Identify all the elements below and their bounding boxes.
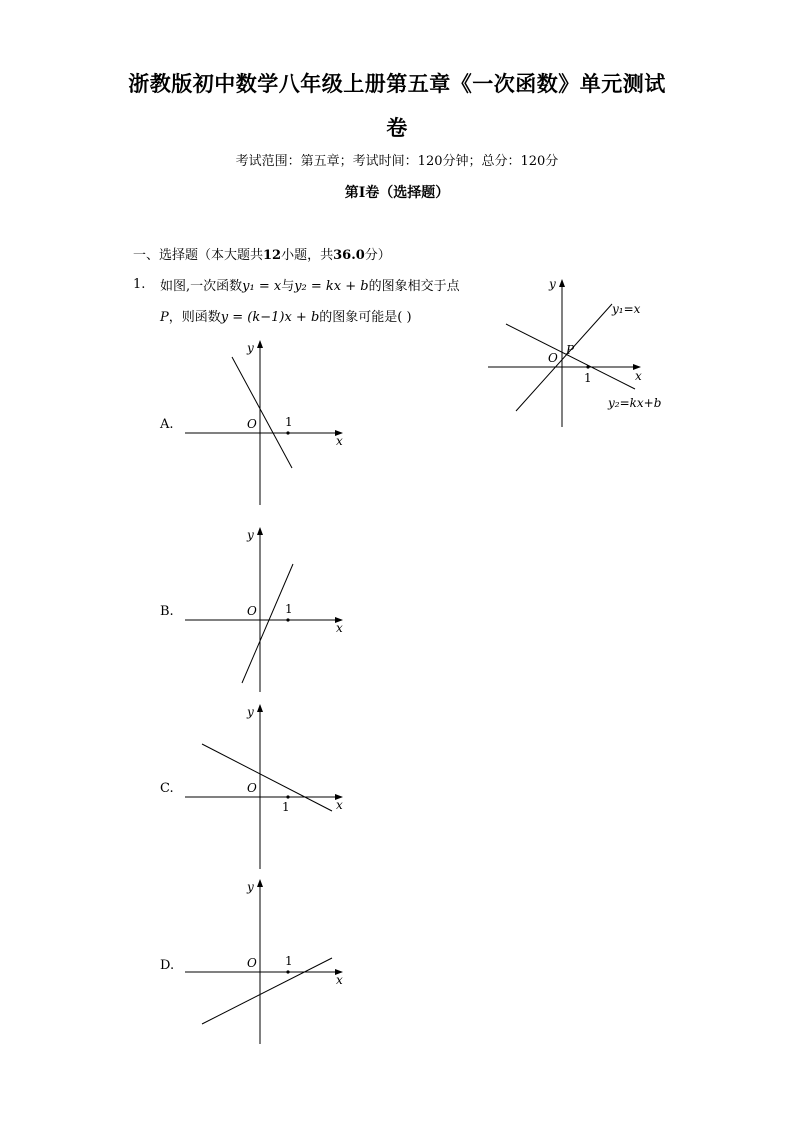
option-a-y-label: y (247, 341, 254, 355)
option-b-y-label: y (247, 528, 254, 542)
option-d-tick: 1 (285, 954, 293, 968)
option-d-graph[interactable] (180, 874, 350, 1049)
main-tick-label: 1 (584, 371, 592, 385)
section-heading (133, 244, 391, 263)
main-tick-dot (586, 365, 589, 368)
option-c-tick-dot (286, 795, 289, 798)
option-b-line (242, 564, 293, 683)
option-b-tick-dot (286, 618, 289, 621)
q1-eq-2: y₂ = kx + b (294, 279, 369, 294)
main-line1-label: y₁=x (612, 302, 641, 316)
q1-text-a: 如图,一次函数 (160, 279, 243, 294)
option-d-line (202, 958, 332, 1024)
q1-eq-3: y = (k−1)x + b (220, 310, 320, 325)
main-figure (480, 270, 670, 435)
option-a-x-label: x (336, 434, 343, 448)
main-line2-label: y₂=kx+b (608, 396, 662, 410)
option-d-y-label: y (247, 880, 254, 894)
option-b-label[interactable]: B. (160, 604, 174, 619)
option-a-graph[interactable] (180, 335, 350, 510)
option-a-tick-dot (286, 431, 289, 434)
section-count: 12 (263, 248, 282, 263)
question-line-1 (160, 275, 460, 294)
option-c-origin: O (247, 781, 257, 795)
q1-text-b: 与 (281, 279, 295, 294)
question-number: 1. (133, 277, 146, 292)
main-line-y1 (516, 304, 612, 411)
option-b-tick: 1 (285, 602, 293, 616)
option-a-tick: 1 (285, 415, 293, 429)
q1-text-e: 的图象可能是( ) (319, 310, 412, 325)
option-d-label[interactable]: D. (160, 958, 175, 973)
option-b-x-label: x (336, 621, 343, 635)
option-d-tick-dot (286, 970, 289, 973)
main-point-p-label: P (566, 343, 575, 357)
section-score: 36.0 (333, 248, 365, 263)
option-c-graph[interactable] (180, 699, 350, 874)
question-line-2 (160, 306, 412, 325)
volume-heading: 第I卷（选择题） (344, 185, 450, 201)
option-d-origin: O (247, 956, 257, 970)
section-mid: 小题，共 (281, 248, 334, 263)
section-prefix: 一、选择题（本大题共 (133, 248, 264, 263)
option-c-tick: 1 (282, 800, 290, 814)
option-a-label[interactable]: A. (160, 417, 174, 432)
main-x-label: x (635, 369, 642, 383)
exam-info: 考试范围：第五章；考试时间：120分钟；总分：120分 (235, 154, 559, 169)
q1-text-d: ，则函数 (168, 310, 221, 325)
q1-text-c: 的图象相交于点 (368, 279, 460, 294)
section-suffix: 分） (364, 248, 391, 263)
option-c-label[interactable]: C. (160, 781, 174, 796)
title-line-2: 卷 (386, 115, 408, 140)
main-y-label: y (549, 277, 556, 291)
q1-eq-1: y₁ = x (242, 279, 282, 294)
option-a-origin: O (247, 417, 257, 431)
q1-point-p: P (160, 310, 169, 325)
option-c-y-label: y (247, 705, 254, 719)
main-origin-label: O (548, 351, 558, 365)
option-a-line (232, 357, 292, 468)
option-c-x-label: x (336, 798, 343, 812)
option-b-origin: O (247, 604, 257, 618)
option-c-line (202, 744, 332, 811)
title-line-1: 浙教版初中数学八年级上册第五章《一次函数》单元测试 (128, 71, 666, 96)
option-b-graph[interactable] (180, 522, 350, 697)
option-d-x-label: x (336, 973, 343, 987)
